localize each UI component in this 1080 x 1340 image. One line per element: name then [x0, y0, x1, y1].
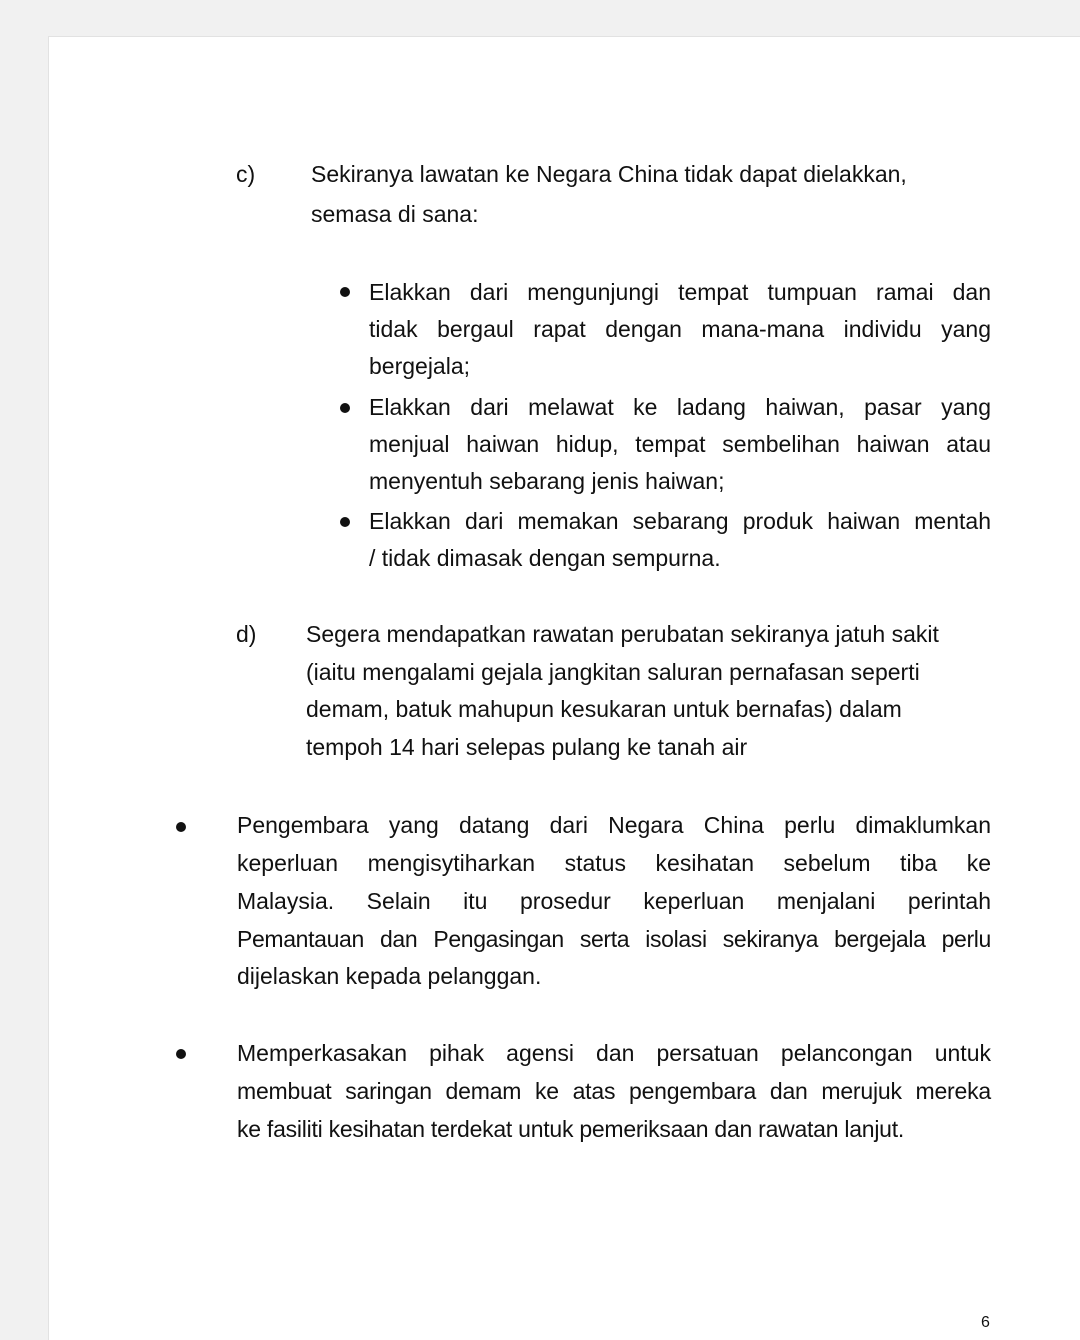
sub-bullet-2-line-3: menyentuh sebarang jenis haiwan; [369, 468, 725, 494]
main-bullet-1-line-3: Malaysia. Selain itu prosedur keperluan menjalani perintah [237, 888, 991, 914]
sub-bullet-icon [340, 403, 350, 413]
main-bullet-1-line-1: Pengembara yang datang dari Negara China perlu dimaklumkan [237, 812, 991, 838]
page-number: 6 [981, 1314, 990, 1331]
item-d-line-3: demam, batuk mahupun kesukaran untuk bernafas) dalam [306, 696, 902, 722]
main-bullet-2-line-2: membuat saringan demam ke atas pengembara dan merujuk mereka [237, 1078, 991, 1104]
item-c-line-1: Sekiranya lawatan ke Negara China tidak dapat dielakkan, [311, 161, 907, 187]
item-d-line-1: Segera mendapatkan rawatan perubatan sekiranya jatuh sakit [306, 621, 939, 647]
item-c-text-line: semasa di sana: [311, 201, 479, 227]
main-bullet-2-line-1: Memperkasakan pihak agensi dan persatuan pelancongan untuk [237, 1040, 991, 1066]
document-page [48, 36, 1080, 1340]
sub-bullet-2-line-1: Elakkan dari melawat ke ladang haiwan, pasar yang [369, 394, 991, 420]
item-c-marker: c) [236, 161, 256, 187]
main-bullet-2-line-3: ke fasiliti kesihatan terdekat untuk pemeriksaan dan rawatan lanjut. [237, 1116, 905, 1142]
sub-bullet-1-line-2: tidak bergaul rapat dengan mana-mana individu yang [369, 316, 991, 342]
item-c-text-line [311, 161, 991, 187]
sub-bullet-2-line-2: menjual haiwan hidup, tempat sembelihan haiwan atau [369, 431, 991, 457]
main-bullet-1-line-4: Pemantauan dan Pengasingan serta isolasi sekiranya bergejala perlu [237, 926, 991, 952]
sub-bullet-1-line-3: bergejala; [369, 353, 471, 379]
sub-bullet-icon [340, 287, 350, 297]
main-bullet-1-line-5: dijelaskan kepada pelanggan. [237, 963, 542, 989]
sub-bullet-1-line-1: Elakkan dari mengunjungi tempat tumpuan ramai dan [369, 279, 991, 305]
item-d-line-4: tempoh 14 hari selepas pulang ke tanah air [306, 734, 748, 760]
main-bullet-icon [176, 822, 186, 832]
main-bullet-1-line-2: keperluan mengisytiharkan status kesihatan sebelum tiba ke [237, 850, 991, 876]
sub-bullet-3-line-1: Elakkan dari memakan sebarang produk haiwan mentah [369, 508, 991, 534]
main-bullet-icon [176, 1049, 186, 1059]
item-d-line-2: (iaitu mengalami gejala jangkitan saluran pernafasan seperti [306, 659, 920, 685]
sub-bullet-3-line-2: / tidak dimasak dengan sempurna. [369, 545, 721, 571]
item-d-marker: d) [236, 621, 257, 647]
sub-bullet-icon [340, 517, 350, 527]
